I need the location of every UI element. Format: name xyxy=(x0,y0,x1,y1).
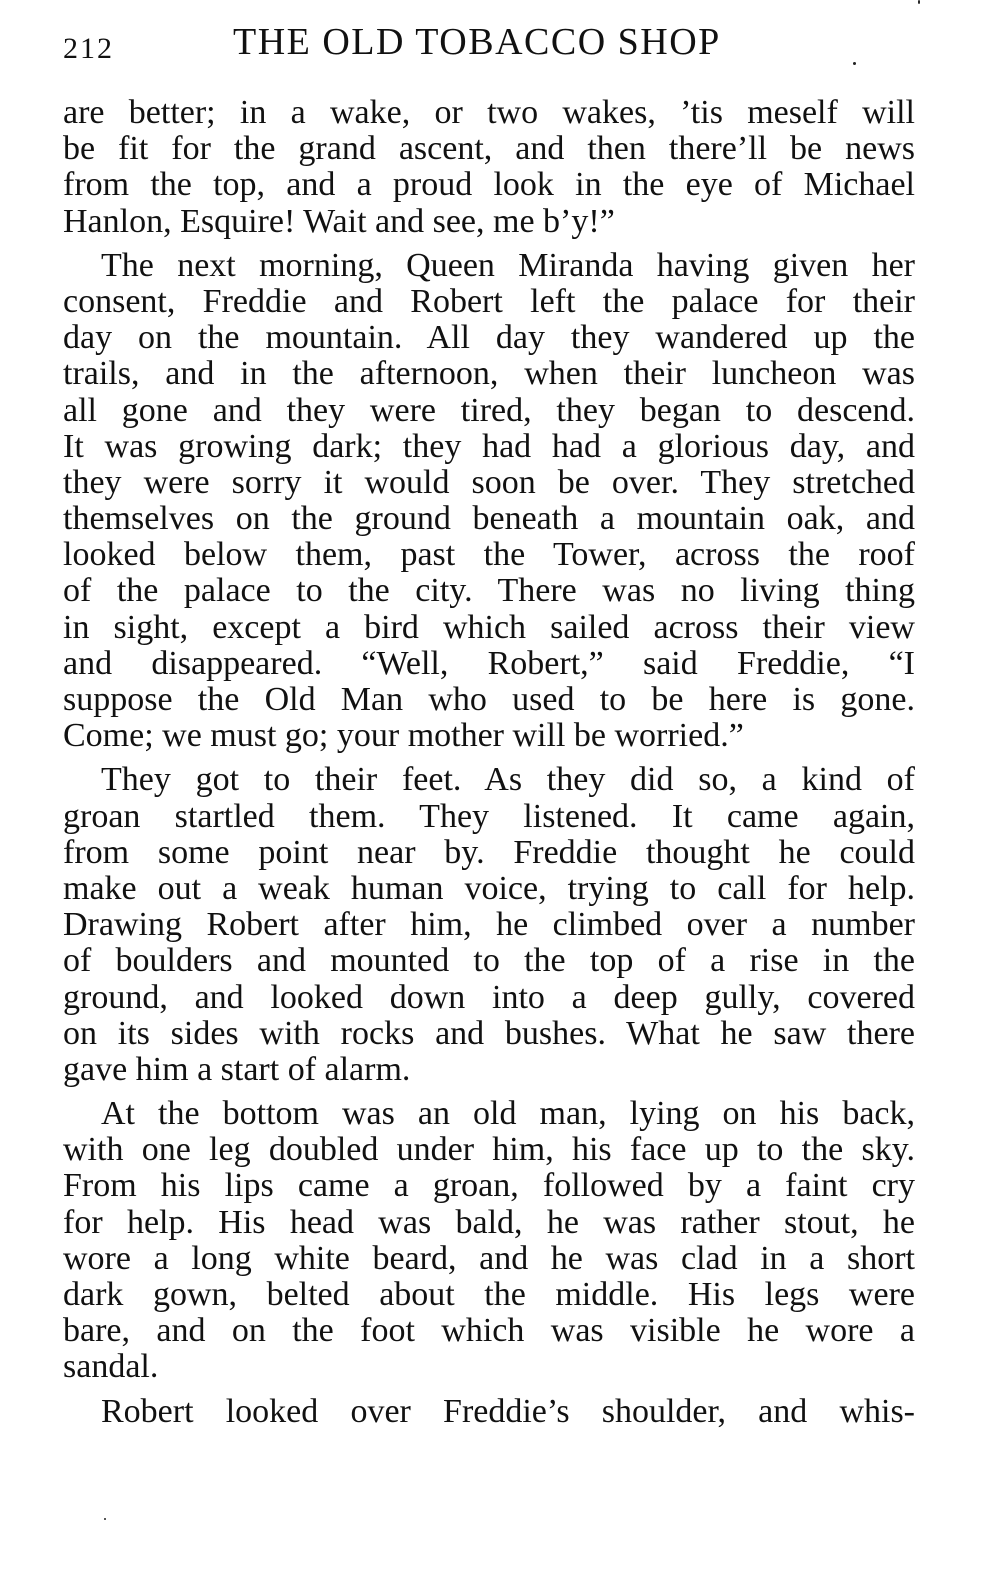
text-line: consent, Freddie and Robert left the palace for their xyxy=(63,282,915,320)
text-line: At the bottom was an old man, lying on his back, xyxy=(101,1095,915,1133)
text-line: Come; we must go; your mother will be worried.” xyxy=(63,717,744,755)
text-line: Robert looked over Freddie’s shoulder, and whis- xyxy=(101,1392,915,1430)
text-line: It was growing dark; they had had a glorious day, and xyxy=(63,427,915,465)
text-line: day on the mountain. All day they wandered up the xyxy=(63,319,915,357)
text-line: and disappeared. “Well, Robert,” said Freddie, “I xyxy=(63,644,915,682)
text-line: with one leg doubled under him, his face up to the sky. xyxy=(63,1131,915,1169)
text-line: themselves on the ground beneath a mountain oak, and xyxy=(63,500,915,538)
running-head xyxy=(63,14,915,64)
scan-speck xyxy=(853,62,856,65)
text-line: from the top, and a proud look in the eye of Michael xyxy=(63,166,915,204)
text-line: all gone and they were tired, they began to descend. xyxy=(63,391,915,429)
scan-speck xyxy=(918,0,920,4)
text-line: Drawing Robert after him, he climbed over a number xyxy=(63,906,915,944)
paragraph-1 xyxy=(63,95,915,240)
paragraph-5 xyxy=(63,1394,915,1430)
text-line: suppose the Old Man who used to be here is gone. xyxy=(63,681,915,718)
text-line: on its sides with rocks and bushes. What he saw there xyxy=(63,1014,915,1052)
page-number: 212 xyxy=(63,32,114,65)
paragraph-4 xyxy=(63,1096,915,1386)
text-line: be fit for the grand ascent, and then there’ll be news xyxy=(63,130,915,168)
text-line: The next morning, Queen Miranda having given her xyxy=(101,246,915,284)
scan-speck xyxy=(104,1518,106,1520)
text-line: for help. His head was bald, he was rather stout, he xyxy=(63,1203,915,1241)
text-line: they were sorry it would soon be over. They stretched xyxy=(63,463,915,501)
text-line: gave him a start of alarm. xyxy=(63,1050,411,1088)
book-page xyxy=(63,0,915,1569)
running-title: THE OLD TOBACCO SHOP xyxy=(233,21,721,63)
text-line: looked below them, past the Tower, across the roof xyxy=(63,536,915,574)
text-line: in sight, except a bird which sailed across their view xyxy=(63,608,915,646)
text-line: of boulders and mounted to the top of a rise in the xyxy=(63,942,915,980)
body-text xyxy=(63,95,915,1438)
text-line: ground, and looked down into a deep gully, covered xyxy=(63,978,915,1016)
paragraph-3 xyxy=(63,762,915,1088)
text-line: trails, and in the afternoon, when their luncheon was xyxy=(63,355,915,393)
text-line: bare, and on the foot which was visible he wore a xyxy=(63,1312,915,1350)
text-line: make out a weak human voice, trying to call for help. xyxy=(63,869,915,907)
text-line: are better; in a wake, or two wakes, ’tis meself will xyxy=(63,94,915,131)
text-line: From his lips came a groan, followed by a faint cry xyxy=(63,1167,915,1205)
text-line: Hanlon, Esquire! Wait and see, me b’y!” xyxy=(63,202,615,240)
text-line: groan startled them. They listened. It came again, xyxy=(63,797,915,835)
text-line: from some point near by. Freddie thought he could xyxy=(63,833,915,871)
text-line: sandal. xyxy=(63,1348,159,1386)
text-line: wore a long white beard, and he was clad in a short xyxy=(63,1239,915,1277)
text-line: of the palace to the city. There was no living thing xyxy=(63,572,915,610)
paragraph-2 xyxy=(63,248,915,755)
text-line: They got to their feet. As they did so, a kind of xyxy=(101,761,915,799)
text-line: dark gown, belted about the middle. His legs were xyxy=(63,1276,915,1313)
